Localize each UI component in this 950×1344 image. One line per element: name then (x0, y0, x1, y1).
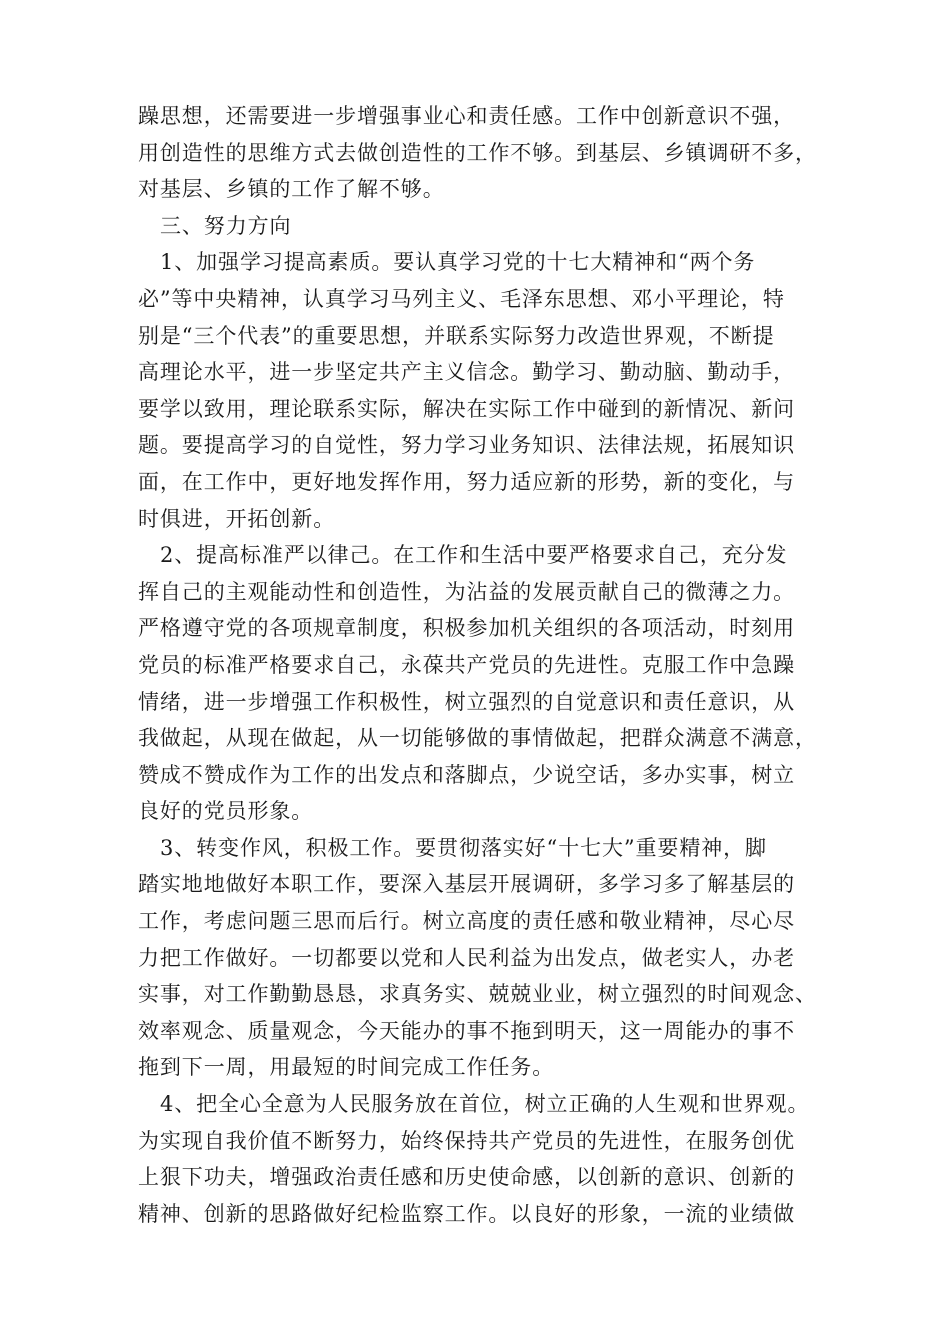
text-line: 挥自己的主观能动性和创造性，为沾益的发展贡献自己的微薄之力。 (138, 579, 795, 604)
text-line: 2、提高标准严以律己。在工作和生活中要严格要求自己，充分发 (160, 543, 788, 568)
text-line: 踏实地地做好本职工作，要深入基层开展调研，多学习多了解基层的 (138, 872, 795, 897)
text-line: 3、转变作风，积极工作。要贯彻落实好“十七大”重要精神，脚 (160, 835, 767, 860)
text-line: 高理论水平，进一步坚定共产主义信念。勤学习、勤动脑、勤动手， (138, 360, 795, 385)
text-line: 对基层、乡镇的工作了解不够。 (138, 177, 445, 202)
text-line: 拖到下一周，用最短的时间完成工作任务。 (138, 1055, 555, 1080)
text-line: 良好的党员形象。 (138, 799, 314, 824)
text-line: 题。要提高学习的自觉性，努力学习业务知识、法律法规，拓展知识 (138, 433, 795, 458)
text-line: 三、努力方向 (160, 213, 292, 238)
text-line: 为实现自我价值不断努力，始终保持共产党员的先进性，在服务创优 (138, 1128, 795, 1153)
text-line: 必”等中央精神，认真学习马列主义、毛泽东思想、邓小平理论，特 (138, 286, 785, 311)
text-line: 用创造性的思维方式去做创造性的工作不够。到基层、乡镇调研不多， (138, 140, 817, 165)
text-line: 实事，对工作勤勤恳恳，求真务实、兢兢业业，树立强烈的时间观念、 (138, 982, 817, 1007)
text-line: 严格遵守党的各项规章制度，积极参加机关组织的各项活动，时刻用 (138, 616, 795, 641)
document-body (138, 98, 838, 1232)
text-line: 效率观念、质量观念，今天能办的事不拖到明天，这一周能办的事不 (138, 1018, 795, 1043)
text-line: 赞成不赞成作为工作的出发点和落脚点，少说空话，多办实事，树立 (138, 762, 795, 787)
text-line: 上狠下功夫，增强政治责任感和历史使命感，以创新的意识、创新的 (138, 1165, 795, 1190)
text-line: 我做起，从现在做起，从一切能够做的事情做起，把群众满意不满意， (138, 726, 817, 751)
text-line: 精神、创新的思路做好纪检监察工作。以良好的形象，一流的业绩做 (138, 1201, 795, 1226)
text-line: 要学以致用，理论联系实际，解决在实际工作中碰到的新情况、新问 (138, 396, 795, 421)
text-line: 工作，考虑问题三思而后行。树立高度的责任感和敬业精神，尽心尽 (138, 909, 795, 934)
text-line: 面，在工作中，更好地发挥作用，努力适应新的形势，新的变化，与 (138, 469, 795, 494)
text-line: 情绪，进一步增强工作积极性，树立强烈的自觉意识和责任意识，从 (138, 689, 795, 714)
text-line: 时俱进，开拓创新。 (138, 506, 336, 531)
text-line: 力把工作做好。一切都要以党和人民利益为出发点，做老实人，办老 (138, 945, 795, 970)
text-line: 躁思想，还需要进一步增强事业心和责任感。工作中创新意识不强， (138, 104, 795, 128)
text-line: 4、把全心全意为人民服务放在首位，树立正确的人生观和世界观。 (160, 1092, 810, 1117)
text-line: 1、加强学习提高素质。要认真学习党的十七大精神和“两个务 (160, 250, 756, 275)
text-line: 别是“三个代表”的重要思想，并联系实际努力改造世界观，不断提 (138, 323, 775, 348)
text-line: 党员的标准严格要求自己，永葆共产党员的先进性。克服工作中急躁 (138, 652, 795, 677)
